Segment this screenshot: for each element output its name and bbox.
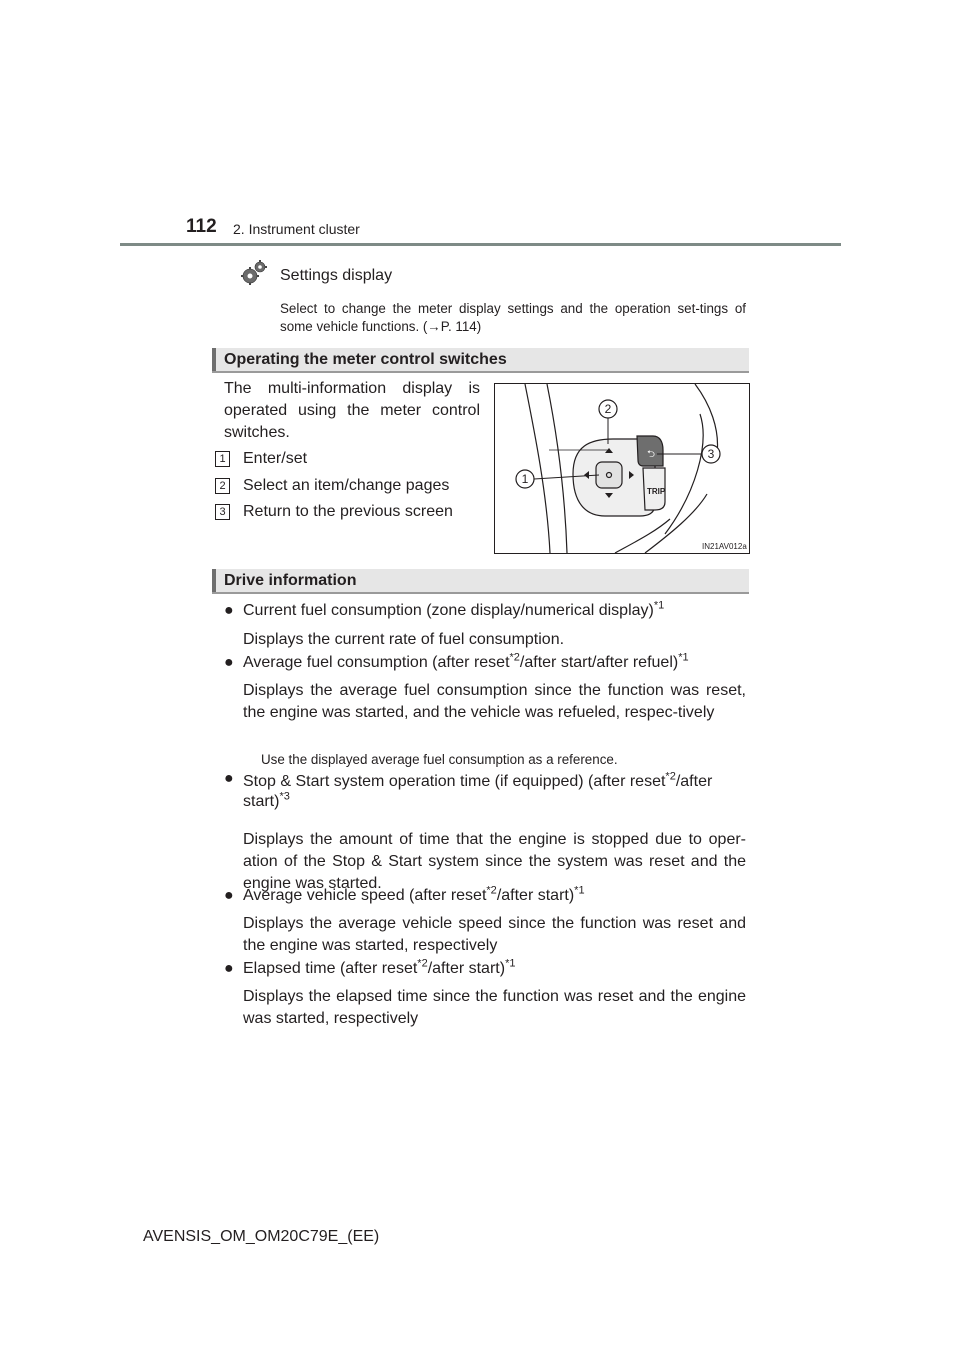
bullet-icon: ● (224, 960, 234, 977)
entry-desc-elapsed-time: Displays the elapsed time since the function was reset and the engine was started, respectively (243, 988, 746, 1027)
callout-2: 2 (604, 402, 612, 416)
entry-desc-average-speed: Displays the average vehicle speed since the function was reset and the engine was started, respectively (243, 915, 746, 954)
operating-intro: The multi-information display is operated using the meter control switches. (224, 380, 480, 441)
diagram-code: IN21AV012a (702, 542, 747, 551)
item-number-3: 3 (215, 504, 230, 520)
meter-switch-diagram (494, 383, 750, 554)
entry-title-average-speed: Average vehicle speed (after reset$^{*2}$/after start)$^{*1}$ (243, 884, 585, 904)
bullet-icon: ● (224, 654, 234, 671)
settings-display-description: Select to change the meter display settings and the operation set-tings of some vehicle functions. (→P. 114) (280, 301, 746, 334)
item-number-2: 2 (215, 478, 230, 494)
page-number: 112 (186, 216, 217, 237)
trip-button-label: TRIP (647, 487, 666, 496)
section-title: 2. Instrument cluster (233, 221, 360, 237)
header-divider (120, 243, 841, 246)
bullet-icon: ● (224, 770, 234, 787)
entry-title-current-fuel: Current fuel consumption (zone display/numerical display)$^{*1}$ (243, 599, 665, 619)
item-label-return: Return to the previous screen (243, 503, 453, 520)
item-label-select-item: Select an item/change pages (243, 477, 450, 494)
entry-desc-average-fuel: Displays the average fuel consumption since the function was reset, the engine was started, and the vehicle was refueled, respec-tively (243, 682, 746, 721)
callout-1: 1 (521, 472, 529, 486)
section-heading-drive-text: Drive information (224, 572, 357, 589)
bullet-icon: ● (224, 887, 234, 904)
document-code: AVENSIS_OM_OM20C79E_(EE) (143, 1228, 380, 1245)
entry-desc-stop-start: Displays the amount of time that the engine is stopped due to oper-ation of the Stop & Start system since the system was reset and the engine was started. (243, 831, 746, 892)
callout-3: 3 (707, 447, 715, 461)
entry-title-stop-start: Stop & Start system operation time (if equipped) (after reset$^{*2}$/after (243, 770, 713, 790)
entry-title-stop-start-cont: start)$^{*3}$ (243, 790, 290, 810)
entry-title-elapsed-time: Elapsed time (after reset$^{*2}$/after start)$^{*1}$ (243, 957, 516, 977)
svg-text:⮌: ⮌ (647, 449, 656, 460)
item-label-enter-set: Enter/set (243, 450, 308, 467)
gear-icon (238, 258, 268, 288)
section-heading-drive (212, 569, 749, 594)
section-heading-operating-text: Operating the meter control switches (224, 351, 507, 368)
entry-title-average-fuel: Average fuel consumption (after reset$^{*2}$/after start/after refuel)$^{*1}$ (243, 651, 689, 671)
steering-switch-illustration (495, 384, 749, 553)
entry-desc-current-fuel: Displays the current rate of fuel consumption. (243, 631, 565, 648)
bullet-icon: ● (224, 602, 234, 619)
section-heading-operating (212, 348, 749, 373)
entry-note-average-fuel: Use the displayed average fuel consumption as a reference. (261, 752, 618, 767)
settings-display-label: Settings display (280, 267, 393, 284)
item-number-1: 1 (215, 451, 230, 467)
